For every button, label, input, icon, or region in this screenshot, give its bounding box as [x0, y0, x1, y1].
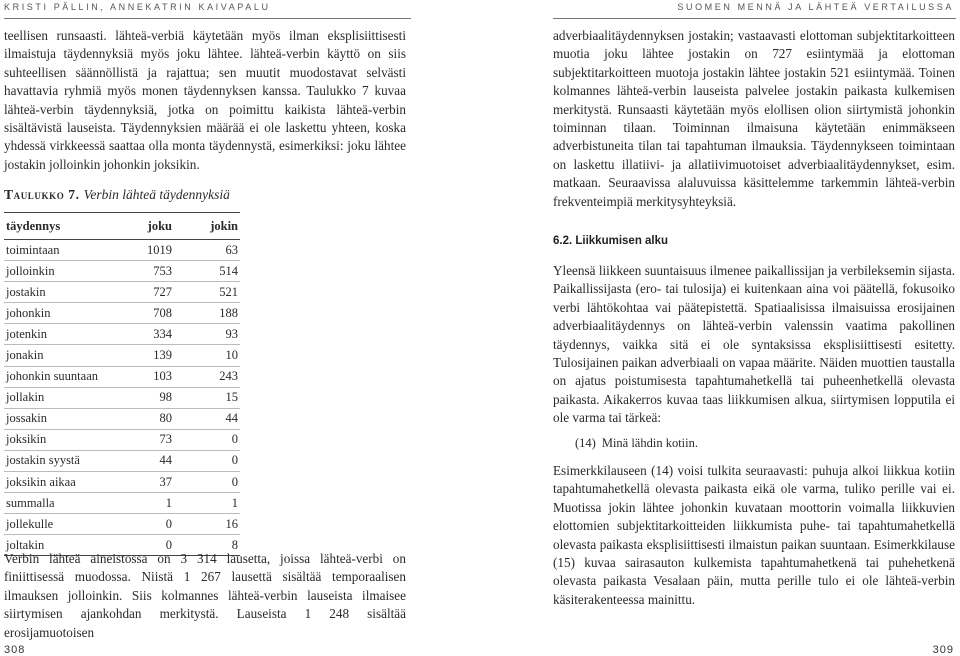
table-cell: jostakin — [6, 284, 46, 299]
table-row — [4, 451, 240, 472]
complement-table — [4, 212, 240, 556]
table-cell: 521 — [219, 284, 238, 299]
table-cell: 139 — [153, 348, 172, 363]
table-cell: toimintaan — [6, 242, 60, 257]
right-column-section-body — [553, 262, 955, 428]
header-joku: joku — [147, 218, 172, 233]
right-column-conclusion — [553, 462, 955, 609]
table-cell: joltakin — [6, 537, 45, 552]
table-cell: 37 — [159, 474, 172, 489]
header-jokin: jokin — [210, 218, 238, 233]
table-cell: 1 — [231, 495, 238, 510]
running-header-right: SUOMEN MENNÄ JA LÄHTEÄ VERTAILUSSA — [677, 2, 954, 12]
table-cell: jotenkin — [6, 326, 47, 341]
table-cell: 1019 — [147, 242, 172, 257]
table-cell: 334 — [153, 326, 172, 341]
table-cell: 44 — [159, 453, 172, 468]
table-cell: 73 — [159, 432, 172, 447]
table-caption-text: Verbin lähteä täydennyksiä — [83, 187, 230, 202]
table-row — [4, 303, 240, 324]
table-cell: jostakin syystä — [6, 453, 80, 468]
table-cell: 0 — [165, 537, 172, 552]
table-row — [4, 493, 240, 514]
table-row — [4, 514, 240, 535]
page-number-right: 309 — [932, 644, 954, 656]
table-cell: johonkin suuntaan — [6, 369, 99, 384]
table-row — [4, 472, 240, 493]
body-paragraph: teellisen runsaasti. lähteä-verbiä käytetään myös ilman eksplisiittisesti ilmaistuja täydennyksiä myös joku lähtee. lähteä-verbin käyttö on siis suhteellisen säännöllistä ja rajattua; sen muutit muodostavat selvästi havattavia ryhmiä myös monen täydennyksen kanssa. Taulukko 7 kuvaa lähteä-verbin täydennyksiä, jotka on poimittu kaikista lähteä-verbin sisältävistä lauseista. Täydennyksien määrää ei ole laskettu yhteen, koska yhdessä virkkeessä saattaa olla monta täydennystä, esimerkiksi: joku lähtee jostakin jolloinkin johonkin joksikin. — [4, 28, 406, 172]
example-number: (14) — [575, 436, 596, 450]
table-cell: 188 — [219, 305, 238, 320]
body-paragraph: Verbin lähteä aineistossa on 3 314 lausetta, joissa lähteä-verbi on finiittisessä muodossa. Niistä 1 267 lausettä sisältää temporaalisen ilmauksen jolloinkin. Siis kolmannes lähteä-verbin lauseista ilmaisee siirtymisen ajankohdan merkitystä. Lauseista 1 248 sisältää erosijamuotoisen — [4, 551, 406, 640]
running-header-left: KRISTI PÄLLIN, ANNEKATRIN KAIVAPALU — [4, 2, 271, 12]
table-cell: 708 — [153, 305, 172, 320]
table-cell: 98 — [159, 390, 172, 405]
table-cell: 1 — [165, 495, 172, 510]
body-paragraph: Esimerkkilauseen (14) voisi tulkita seuraavasti: puhuja alkoi liikkua kotiin tapahtumahetkellä olevasta paikasta eikä ole varma, tuliko perille vai ei. Muotissa jokin lähtee johonkin kuvataan moottorin voimalla liikkuvien elottomien subjektitarkoitteiden liikkumista puhe- tai tapahtumahetkellä olevasta paikasta eksplisiittisesti ilmaistun paikan suuntaan. Esimerkkilause (15) kuvaa sairasauton kulkemista tapahtumahetkenä tai puhehetkenä olevasta paikasta Vesalaan päin, mutta perille tulo ei ole lähteä-verbin käsiterakenteessa mainittu. — [553, 463, 955, 607]
left-column-intro — [4, 27, 406, 174]
table-cell: jolloinkin — [6, 263, 55, 278]
table-row — [4, 409, 240, 430]
table-cell: jollakin — [6, 390, 45, 405]
table-cell: 93 — [225, 326, 238, 341]
header-rule-right — [553, 18, 956, 19]
left-column-after-table — [4, 550, 406, 642]
example-text: Minä lähdin kotiin. — [601, 436, 699, 450]
table-cell: 727 — [153, 284, 172, 299]
table-cell: joksikin — [6, 432, 47, 447]
table-cell: 753 — [153, 263, 172, 278]
body-paragraph: adverbiaalitäydennyksen jostakin; vastaavasti elottoman subjektitarkoitteen muotia joku lähtee jostakin on 727 esiintymää ja elottoman subjektitarkoitteen muotoja jostakin lähtee jostakin 521 esiintymää. Toinen kolmannes lähteä-verbin lauseista palvelee jostakin paikasta kulkemisen merkitystä. Runsaasti käytetään myös elollisen olion siirtymistä johonkin toiminnan tilaan. Toiminnan ilmaisuna käytetään enimmäkseen adverbistuneita tilan tai tapahtuman ilmauksia. Täydennykseen toimintaan on laskettu illatiivi- ja allatiivimuotoiset adverbiaalitäydennykset, esim. matkaan. Seuraavissa alaluvuissa käsittelemme tarkemmin lähteä-verbin frekventeimpiä merkitysyhteyksiä. — [553, 28, 955, 209]
table-cell: 0 — [165, 516, 172, 531]
table-cell: 0 — [231, 453, 238, 468]
table-cell: johonkin — [6, 305, 51, 320]
table-cell: jollekulle — [6, 516, 54, 531]
table-caption — [4, 187, 230, 203]
table-row — [4, 240, 240, 261]
table-cell: 103 — [153, 369, 172, 384]
table-row — [4, 282, 240, 303]
table-cell: summalla — [6, 495, 55, 510]
table-cell: 16 — [225, 516, 238, 531]
table-row — [4, 430, 240, 451]
table-cell: 243 — [219, 369, 238, 384]
table-row — [4, 261, 240, 282]
table-cell: 63 — [225, 242, 238, 257]
table-header-row — [4, 212, 240, 240]
table-row — [4, 388, 240, 409]
table-cell: 0 — [231, 432, 238, 447]
header-rule-left — [4, 18, 411, 19]
example-sentence — [575, 436, 704, 451]
table-caption-label: Taulukko 7. — [4, 187, 80, 202]
table-cell: joksikin aikaa — [6, 474, 76, 489]
section-heading: 6.2. Liikkumisen alku — [553, 235, 669, 247]
page-number-left: 308 — [4, 644, 26, 656]
table-row — [4, 367, 240, 388]
table-cell: 0 — [231, 474, 238, 489]
body-paragraph: Yleensä liikkeen suuntaisuus ilmenee paikallissijan ja verbileksemin sijasta. Paikallissijasta (ero- tai tulosija) ei kuitenkaan aina voi päätellä, fokusoiko verbi lähtökohtaa vai päätepistettä. Spatiaalisissa ilmaisuissa erosijainen adverbiaalitäydennys on lähteä-verbin valenssin vaatima pakollinen täydennys, vaikka sitä ei ole syntaksissa eksplisiittisesti esitetty. Tulosijainen paikan adverbiaali on vapaa määrite. Näiden muottien taustalla on ajatus poistumisesta tapahtumahetkellä tai puheenhetkellä olevasta paikasta. Aikakerros kuvaa taas liikkumisen alkua, siirtymisen lopputila ei ole varma tai tärkeä: — [553, 263, 955, 426]
table-cell: 44 — [225, 411, 238, 426]
table-cell: 15 — [225, 390, 238, 405]
table-cell: jossakin — [6, 411, 47, 426]
table-cell: jonakin — [6, 348, 44, 363]
table-cell: 80 — [159, 411, 172, 426]
table-cell: 8 — [231, 537, 238, 552]
table-cell: 514 — [219, 263, 238, 278]
right-column-intro — [553, 27, 955, 211]
table-cell: 10 — [225, 348, 238, 363]
table-row — [4, 345, 240, 366]
header-taydennys: täydennys — [6, 218, 61, 233]
table-row — [4, 324, 240, 345]
